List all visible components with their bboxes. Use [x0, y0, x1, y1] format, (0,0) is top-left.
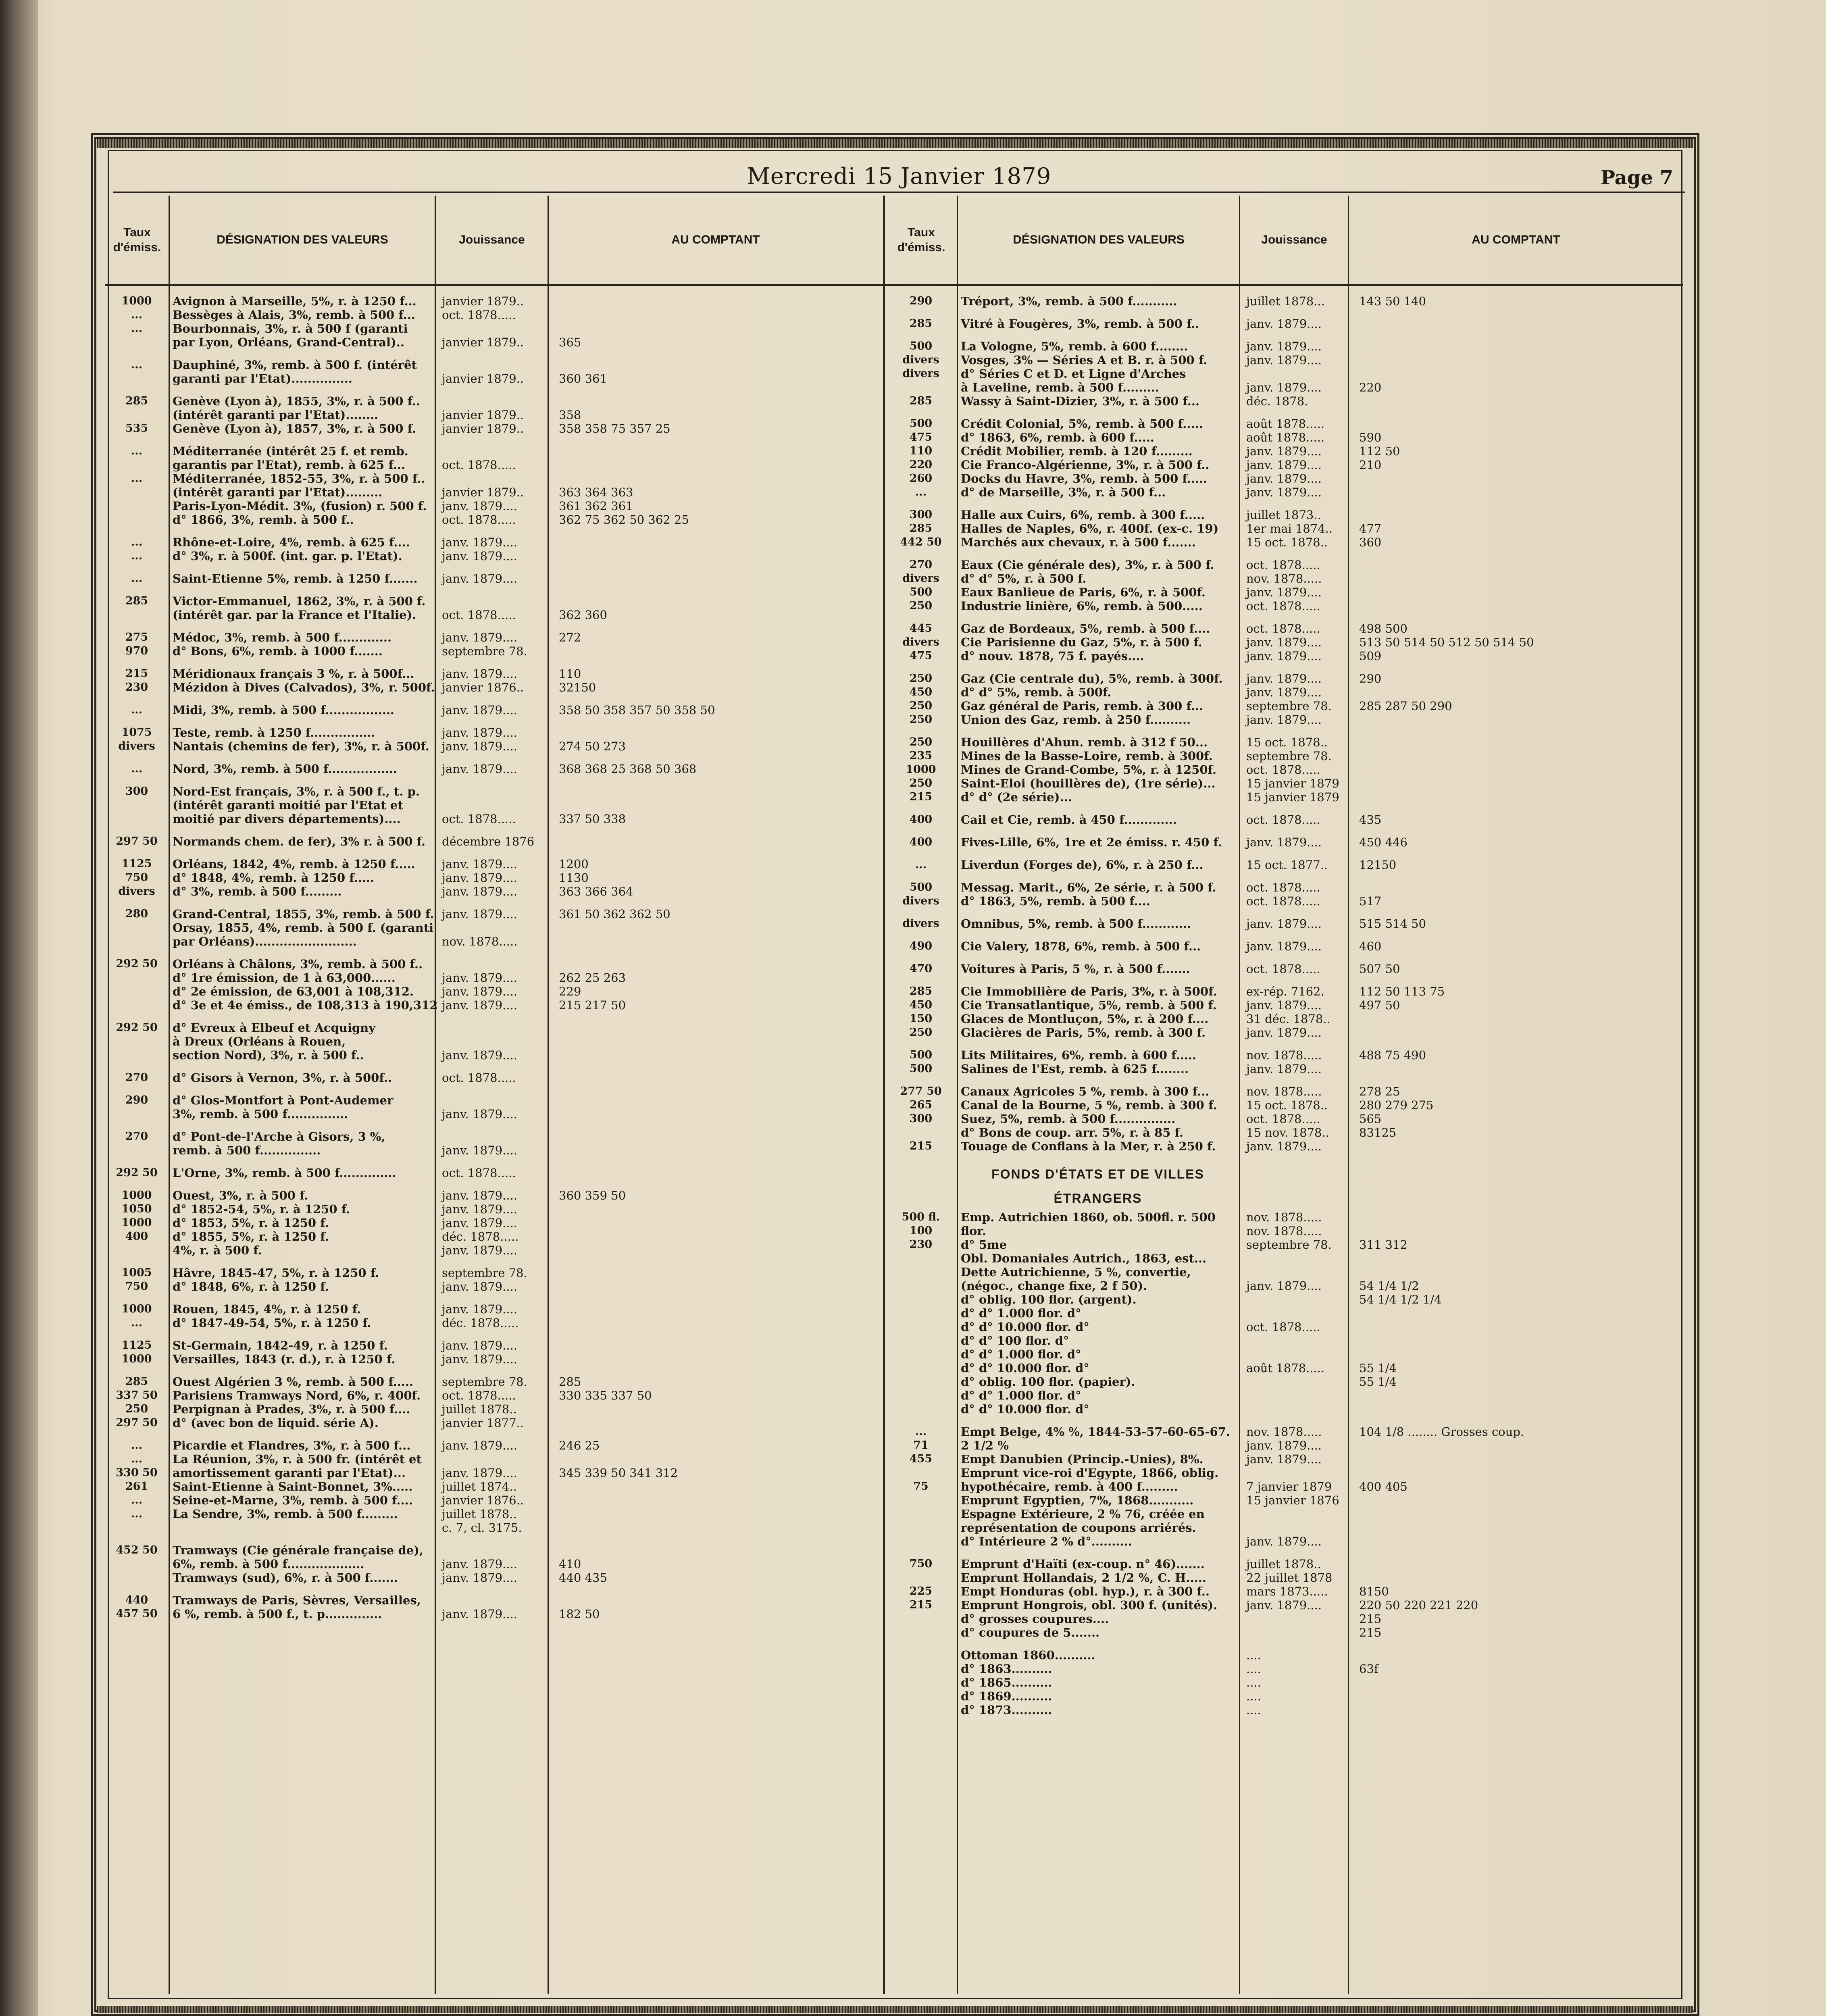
name-cell: Hâvre, 1845-47, 5%, r. à 1250 f. d° 1848, 6%, r. à 1250 f. — [173, 1266, 379, 1293]
security-row — [885, 1557, 1683, 1639]
name-cell: Ouest, 3%, r. à 500 f. d° 1852-54, 5%, r. à 1250 f. d° 1853, 5%, r. à 1250 f. d° 1855, 5%, r. à 1250 f. 4%, r. à 500 f. — [173, 1189, 350, 1257]
date-cell: oct. 1878..... — [442, 608, 516, 622]
price-cell: 143 50 140 — [1359, 294, 1426, 308]
date-cell: janv. 1879.... — [1246, 939, 1322, 953]
security-row — [105, 444, 883, 527]
rate-cell: 270 — [125, 1071, 148, 1084]
security-row — [885, 835, 1683, 849]
date-cell: janv. 1879.... — [1246, 317, 1322, 331]
name-cell: Eaux (Cie générale des), 3%, r. à 500 f. d° d° 5%, r. à 500 f. Eaux Banlieue de Paris, 6%, r. à 500f. Industrie linière, 6%, remb. à 500..... — [961, 558, 1214, 613]
date-cell: oct. 1878..... oct. 1878..... — [1246, 881, 1320, 908]
date-cell: 15 oct. 1878.. septembre 78. oct. 1878..... 15 janvier 1879 15 janvier 1879 — [1246, 735, 1339, 804]
security-row — [105, 1021, 883, 1062]
security-row — [105, 394, 883, 435]
rate-cell: 1125 750 divers — [118, 858, 155, 898]
price-cell: 274 50 273 — [559, 739, 626, 753]
name-cell: Gaz (Cie centrale du), 5%, remb. à 300f. d° d° 5%, remb. à 500f. Gaz général de Paris, remb. à 300 f... Union des Gaz, remb. à 250 f.......... — [961, 672, 1223, 727]
date-cell: janv. 1879.... — [442, 1143, 518, 1157]
rate-cell: 1000 1050 1000 400 — [121, 1189, 152, 1243]
name-cell: Liverdun (Forges de), 6%, r. à 250 f... — [961, 858, 1203, 872]
security-row — [105, 726, 883, 753]
price-cell: 362 360 — [559, 608, 607, 622]
security-row — [105, 1439, 883, 1535]
name-cell: Emprunt d'Haïti (ex-coup. n° 46)....... Emprunt Hollandais, 2 1/2 %, C. H..... Empt Honduras (obl. hyp.), r. à 300 f.. Emprunt Hongrois, obl. 300 f. (unités). d° grosses coupures.... d° coupures de 5....... — [961, 1557, 1218, 1639]
rate-cell: 297 50 — [116, 835, 158, 848]
ornamental-border-bottom — [97, 2006, 1693, 2013]
price-cell: 435 — [1359, 813, 1382, 827]
rate-cell: 470 — [909, 962, 933, 975]
price-cell — [1355, 558, 1683, 613]
price-cell — [555, 535, 883, 563]
rate-cell: ... — [915, 858, 927, 871]
name-cell: Méditerranée (intérêt 25 f. et remb. garantis par l'Etat), remb. à 625 f... Méditerranée, 1852-55, 3%, r. à 500 f.. (intérêt garanti par l'Etat)......... Paris-Lyon-Médit. 3%, (fusion) r. 500 f. d° 1866, 3%, remb. à 500 f.. — [173, 444, 427, 527]
name-cell: Canaux Agricoles 5 %, remb. à 300 f... Canal de la Bourne, 5 %, remb. à 300 f. Suez, 5%, remb. à 500 f............... d° Bons de coup. arr. 5%, r. à 85 f. Touage de Conflans à la Mer, r. à 250 f. — [961, 1085, 1217, 1153]
date-cell: oct. 1878..... — [442, 1071, 516, 1085]
col-date-header: Jouissance — [459, 233, 525, 247]
date-cell: janv. 1879.... nov. 1878..... — [442, 907, 518, 948]
rate-cell: 250 450 250 250 — [909, 672, 933, 726]
date-cell: oct. 1878..... — [442, 812, 516, 826]
price-cell: 515 514 50 — [1359, 917, 1426, 931]
price-cell: 450 446 — [1359, 835, 1407, 849]
rate-cell: 270 divers 500 250 — [902, 558, 939, 612]
date-cell: janv. 1879.... septembre 78. — [442, 631, 527, 658]
rate-cell: 500 divers divers 285 — [902, 340, 939, 407]
name-cell: Grand-Central, 1855, 3%, remb. à 500 f. Orsay, 1855, 4%, remb. à 500 f. (garanti par Orléans)......................... — [173, 907, 434, 948]
price-cell — [555, 1130, 883, 1157]
date-cell: janvier 1879.. janvier 1879.. — [442, 408, 524, 435]
name-cell: Picardie et Flandres, 3%, r. à 500 f... La Réunion, 3%, r. à 500 fr. (intérêt et amortissement garanti par l'Etat)... Saint-Etienne à Saint-Bonnet, 3%..... Seine-et-Marne, 3%, remb. à 500 f.... La Sendre, 3%, remb. à 500 f......... — [173, 1439, 422, 1521]
rate-cell: ... — [131, 762, 143, 775]
price-cell — [555, 1166, 883, 1180]
security-row — [885, 939, 1683, 953]
price-cell — [555, 572, 883, 585]
name-cell: Voitures à Paris, 5 %, r. à 500 f....... — [961, 962, 1190, 976]
price-cell: 360 359 50 — [559, 1189, 626, 1202]
right-table — [883, 196, 1683, 1994]
security-row — [105, 1375, 883, 1430]
price-cell: 104 1/8 ........ Grosses coup. 400 405 — [1359, 1425, 1524, 1493]
price-cell: 246 25 345 339 50 341 312 — [559, 1439, 678, 1480]
security-row — [105, 667, 883, 694]
rate-cell: 1075 divers — [118, 726, 155, 752]
price-cell: 278 25 280 279 275 565 83125 — [1359, 1085, 1434, 1139]
date-cell: janv. 1879.... — [442, 1107, 518, 1121]
rate-cell: 292 50 — [116, 1021, 158, 1034]
security-row — [105, 957, 883, 1012]
rate-cell: 292 50 — [116, 1166, 158, 1179]
date-cell: janv. 1879.... — [442, 703, 518, 717]
price-cell: 361 50 362 362 50 — [559, 907, 670, 921]
security-row — [105, 1302, 883, 1330]
security-row — [105, 572, 883, 585]
security-row — [105, 1093, 883, 1121]
price-cell: 182 50 — [559, 1607, 600, 1621]
price-cell: 110 32150 — [559, 667, 596, 694]
date-cell: juillet 1878... — [1246, 294, 1325, 308]
price-cell: 337 50 338 — [559, 812, 626, 826]
name-cell: Cie Immobilière de Paris, 3%, r. à 500f. Cie Transatlantique, 5%, remb. à 500 f. Glaces de Montluçon, 5%, r. à 200 f.... Glacières de Paris, 5%, remb. à 300 f. — [961, 985, 1217, 1039]
name-cell: L'Orne, 3%, remb. à 500 f.............. — [173, 1166, 396, 1180]
name-cell: Genève (Lyon à), 1855, 3%, r. à 500 f.. (intérêt garanti par l'Etat)........ Genève (Lyon à), 1857, 3%, r. à 500 f. — [173, 394, 421, 435]
name-cell: Victor-Emmanuel, 1862, 3%, r. à 500 f. (intérêt gar. par la France et l'Italie). — [173, 594, 426, 622]
name-cell: Orléans à Châlons, 3%, remb. à 500 f.. d° 1re émission, de 1 à 63,000...... d° 2e émission, de 63,001 à 108,312. d° 3e et 4e émiss., de 108,313 à 190,312 — [173, 957, 438, 1012]
name-cell: Houillères d'Ahun. remb. à 312 f 50... Mines de la Basse-Loire, remb. à 300f. Mines de Grand-Combe, 5%, r. à 1250f. Saint-Eloi (houillères de), (1re série)... d° d° (2e série)... — [961, 735, 1217, 804]
rate-cell: ... — [131, 572, 143, 585]
date-cell: janv. 1879.... — [442, 762, 518, 776]
name-cell: Tréport, 3%, remb. à 500 f........... — [961, 294, 1177, 308]
name-cell: d° Gisors à Vernon, 3%, r. à 500f.. — [173, 1071, 392, 1085]
rate-cell: 270 — [125, 1130, 148, 1143]
name-cell: Ottoman 1860.......... d° 1863.......... d° 1865.......... d° 1869.......... d° 1873.......... — [961, 1648, 1095, 1717]
name-cell: Saint-Etienne 5%, remb. à 1250 f....... — [173, 572, 418, 585]
security-row — [105, 535, 883, 563]
rate-cell: 1125 1000 — [121, 1339, 152, 1365]
page-date: Mercredi 15 Janvier 1879 — [747, 163, 1051, 190]
rate-cell: 275 970 — [125, 631, 148, 657]
name-cell: Midi, 3%, remb. à 500 f................. — [173, 703, 395, 717]
security-row — [105, 1130, 883, 1157]
name-cell: Messag. Marit., 6%, 2e série, r. à 500 f. d° 1863, 5%, remb. à 500 f.... — [961, 881, 1216, 908]
name-cell: Fives-Lille, 6%, 1re et 2e émiss. r. 450 f. — [961, 835, 1222, 849]
date-cell: janv. 1879.... — [442, 1048, 518, 1062]
date-cell: oct. 1878..... — [1246, 813, 1320, 827]
security-row — [885, 508, 1683, 549]
price-cell: 360 361 — [559, 372, 607, 385]
security-row — [885, 672, 1683, 727]
date-cell: janv. 1879.... — [442, 1607, 518, 1621]
security-row — [885, 735, 1683, 804]
name-cell: Teste, remb. à 1250 f................ Nantais (chemins de fer), 3%, r. à 500f. — [173, 726, 429, 753]
security-row — [105, 907, 883, 948]
security-row — [105, 762, 883, 776]
security-row — [885, 985, 1683, 1039]
security-row — [885, 1648, 1683, 1717]
rate-cell: 500 475 110 220 260 ... — [909, 417, 933, 498]
price-cell: 290 285 287 50 290 — [1359, 672, 1452, 713]
price-cell: 488 75 490 — [1359, 1048, 1426, 1062]
security-row — [885, 962, 1683, 976]
date-cell: juillet 1873.. 1er mai 1874.. 15 oct. 1878.. — [1246, 508, 1333, 549]
price-cell: 311 312 54 1/4 1/2 54 1/4 1/2 1/4 55 1/4 55 1/4 — [1359, 1238, 1442, 1389]
rate-cell: 500 500 — [909, 1049, 933, 1075]
price-cell: 12150 — [1359, 858, 1397, 872]
name-cell: Omnibus, 5%, remb. à 500 f............ — [961, 917, 1191, 931]
price-cell: 460 — [1359, 939, 1382, 953]
name-cell: Nord-Est français, 3%, r. à 500 f., t. p. (intérêt garanti moitié par l'Etat et moitié par divers départements).... — [173, 785, 420, 826]
date-cell: janvier 1879.. — [442, 372, 524, 385]
name-cell: Ouest Algérien 3 %, remb. à 500 f..... Parisiens Tramways Nord, 6%, r. 400f. Perpignan à Prades, 3%, r. à 500 f.... d° (avec bon de liquid. série A). — [173, 1375, 421, 1430]
date-cell: janvier 1879.. oct. 1878..... janvier 1879.. — [442, 294, 524, 349]
price-cell: 507 50 — [1359, 962, 1400, 976]
rate-cell: 285 450 150 250 — [909, 985, 933, 1039]
book-binding — [0, 0, 38, 2016]
price-cell — [555, 1071, 883, 1085]
date-cell: 15 oct. 1877.. — [1246, 858, 1328, 872]
rate-cell: 500 divers — [902, 881, 939, 907]
price-cell: 363 364 363 361 362 361 362 75 362 50 362 25 — [559, 485, 689, 527]
rate-cell: 750 225 215 — [909, 1558, 933, 1611]
security-row — [885, 339, 1683, 408]
price-cell: 112 50 113 75 497 50 — [1359, 985, 1445, 1012]
rate-cell: 277 50 265 300 215 — [900, 1085, 942, 1152]
price-cell: 368 368 25 368 50 368 — [559, 762, 697, 776]
security-row — [885, 317, 1683, 331]
price-cell: 262 25 263 229 215 217 50 — [559, 971, 626, 1012]
date-cell: oct. 1878..... nov. 1878..... janv. 1879.... oct. 1878..... — [1246, 558, 1322, 613]
name-cell: Normands chem. de fer), 3% r. à 500 f. — [173, 835, 426, 848]
date-cell: septembre 78. janv. 1879.... — [442, 1266, 527, 1293]
right-rows — [885, 294, 1683, 1726]
rate-cell: 285 — [909, 317, 933, 330]
date-cell: janv. 1879.... janv. 1879.... — [442, 1339, 518, 1366]
price-cell: 477 360 — [1359, 522, 1382, 549]
price-cell: 358 358 358 75 357 25 — [559, 408, 670, 435]
name-cell: Empt Belge, 4% %, 1844-53-57-60-65-67. 2 1/2 % Empt Danubien (Princip.-Unies), 8%. Emprunt vice-roi d'Egypte, 1866, oblig. hypothécaire, remb. à 400 f......... Emprunt Egyptien, 7%, 1868........... Espagne Extérieure, 2 % 76, créée en représentation de coupons arriérés. d° Intérieure 2 % d°.......... — [961, 1425, 1230, 1548]
date-cell: janv. 1879.... janv. 1879.... janv. 1879.... déc. 1878..... janv. 1879.... — [442, 1189, 519, 1257]
rate-cell: 440 457 50 — [116, 1594, 158, 1620]
date-cell: nov. 1878..... nov. 1878..... septembre 78. janv. 1879.... oct. 1878..... août 1878..... — [1246, 1210, 1332, 1375]
section-heading: FONDS D'ÉTATS ET DE VILLES ÉTRANGERS — [991, 1167, 1204, 1206]
price-cell: 220 — [1359, 381, 1382, 394]
rate-cell: 290 — [125, 1094, 148, 1106]
rate-cell: 280 — [125, 908, 148, 920]
rate-cell: 500 fl. 100 230 — [902, 1211, 940, 1251]
security-row — [885, 917, 1683, 931]
rate-cell: 290 — [909, 295, 933, 307]
name-cell: St-Germain, 1842-49, r. à 1250 f. Versailles, 1843 (r. d.), r. à 1250 f. — [173, 1339, 396, 1366]
col-price-header: AU COMPTANT — [1472, 233, 1560, 247]
name-cell: Nord, 3%, remb. à 500 f................. — [173, 762, 398, 776]
date-cell: juillet 1878.. 22 juillet 1878 mars 1873..... janv. 1879.... — [1246, 1557, 1333, 1612]
date-cell: janv. 1879.... janv. 1879.... — [442, 535, 518, 563]
date-cell: septembre 78. oct. 1878..... juillet 1878.. janvier 1877.. — [442, 1375, 527, 1430]
rate-cell — [885, 1648, 957, 1717]
name-cell: d° Evreux à Elbeuf et Acquigny à Dreux (Orléans à Rouen, section Nord), 3%, r. à 500 f.. — [173, 1021, 376, 1062]
name-cell: Tramways de Paris, Sèvres, Versailles, 6 %, remb. à 500 f., t. p.............. — [173, 1593, 421, 1621]
rate-cell: ... ... — [131, 445, 143, 485]
price-cell — [1355, 317, 1683, 331]
date-cell: oct. 1878..... janvier 1879.. janv. 1879.... oct. 1878..... — [442, 458, 524, 527]
security-row — [105, 1071, 883, 1085]
left-table — [105, 196, 883, 1994]
rate-cell: 400 — [909, 813, 933, 826]
security-row — [885, 858, 1683, 872]
security-row — [105, 1543, 883, 1585]
security-row — [105, 857, 883, 898]
rate-cell: 1005 750 — [121, 1266, 152, 1293]
name-cell: Cail et Cie, remb. à 450 f............. — [961, 813, 1177, 827]
security-row — [105, 294, 883, 349]
date-cell: nov. 1878..... janv. 1879.... janv. 1879.... 7 janvier 1879 15 janvier 1876 janv. 1879.... — [1246, 1425, 1339, 1548]
price-cell: 63f — [1359, 1662, 1378, 1676]
date-cell: août 1878..... août 1878..... janv. 1879.... janv. 1879.... janv. 1879.... janv. 1879.... — [1246, 417, 1325, 499]
date-cell: oct. 1878..... — [1246, 962, 1320, 976]
name-cell: Médoc, 3%, remb. à 500 f............. d° Bons, 6%, remb. à 1000 f....... — [173, 631, 392, 658]
rate-cell: 285 535 — [125, 395, 148, 435]
rate-cell: 452 50 — [116, 1544, 158, 1556]
security-row — [105, 1189, 883, 1257]
rate-cell: 490 — [909, 940, 933, 952]
name-cell: Rhône-et-Loire, 4%, remb. à 625 f.... d° 3%, r. à 500f. (int. gar. p. l'Etat). — [173, 535, 410, 563]
left-table-header — [105, 196, 883, 286]
date-cell: janv. 1879.... janv. 1879.... — [442, 1557, 518, 1585]
date-cell: janv. 1879.... janv. 1879.... juillet 1874.. janvier 1876.. juillet 1878.. c. 7, cl. 3175. — [442, 1439, 524, 1535]
rate-cell: 1000 ... — [121, 1303, 152, 1329]
name-cell: Cie Valery, 1878, 6%, remb. à 500 f... — [961, 939, 1201, 953]
date-cell: oct. 1878..... — [442, 1166, 516, 1180]
security-row — [105, 1593, 883, 1621]
price-cell — [555, 1266, 883, 1293]
name-cell: Tramways (Cie générale française de), 6%, remb. à 500 f................... Tramways (sud), 6%, r. à 500 f....... — [173, 1543, 424, 1585]
rate-cell: divers — [902, 917, 939, 930]
page-number: Page 7 — [1600, 167, 1673, 189]
date-cell: janv. 1879.... — [1246, 835, 1322, 849]
name-cell: d° Pont-de-l'Arche à Gisors, 3 %, remb. à 500 f............... — [173, 1130, 385, 1157]
name-cell: Lits Militaires, 6%, remb. à 600 f..... Salines de l'Est, remb. à 625 f........ — [961, 1048, 1197, 1076]
price-cell — [555, 1302, 883, 1330]
security-row — [885, 1210, 1683, 1416]
rate-cell: 292 50 — [116, 958, 158, 970]
name-cell: Halle aux Cuirs, 6%, remb. à 300 f..... Halles de Naples, 6%, r. 400f. (ex-c. 19) Marchés aux chevaux, r. à 500 f....... — [961, 508, 1219, 549]
left-rows — [105, 294, 883, 1630]
security-row — [885, 813, 1683, 827]
price-cell — [555, 1339, 883, 1366]
security-row — [105, 835, 883, 848]
rate-cell: ... — [131, 704, 143, 716]
masthead — [113, 159, 1685, 193]
rate-cell: 300 285 442 50 — [900, 508, 942, 548]
security-row — [885, 417, 1683, 499]
rate-cell: ... 71 455 75 — [909, 1425, 933, 1493]
price-cell: 1200 1130 363 366 364 — [559, 857, 633, 898]
price-cell: 358 50 358 357 50 358 50 — [559, 703, 715, 717]
security-row — [105, 358, 883, 385]
name-cell: Gaz de Bordeaux, 5%, remb. à 500 f.... Cie Parisienne du Gaz, 5%, r. à 500 f. d° nouv. 1878, 75 f. payés.... — [961, 622, 1210, 663]
date-cell: janv. 1879.... — [1246, 917, 1322, 931]
price-cell — [555, 1093, 883, 1121]
name-cell: Emp. Autrichien 1860, ob. 500fl. r. 500 flor. d° 5me Obl. Domaniales Autrich., 1863, est... Dette Autrichienne, 5 %, convertie, (négoc., change fixe, 2 f 50). d° oblig. 100 flor. (argent). d° d° 1.000 flor. d° d° d° 10.000 flor. d° d° d° 100 flor. d° d° d° 1.000 flor. d° d° d° 10.000 flor. d° d° oblig. 100 flor. (papier). d° d° 1.000 flor. d° d° d° 10.000 flor. d° — [961, 1210, 1216, 1416]
price-cell: 272 — [559, 631, 581, 644]
security-row — [105, 594, 883, 622]
right-table-header — [885, 196, 1683, 286]
date-cell: .... .... .... .... .... — [1246, 1648, 1261, 1717]
security-row — [885, 622, 1683, 663]
security-row — [105, 785, 883, 826]
security-row — [105, 703, 883, 717]
date-cell: janv. 1879.... janv. 1879.... — [442, 726, 518, 753]
name-cell: Méridionaux français 3 %, r. à 500f... Mézidon à Dives (Calvados), 3%, r. 500f. — [173, 667, 435, 694]
col-rate-header: Taux d'émiss. — [897, 225, 945, 254]
price-cell — [555, 1021, 883, 1062]
date-cell: janv. 1879.... janv. 1879.... janv. 1879.... — [442, 971, 518, 1012]
col-date-header: Jouissance — [1261, 233, 1327, 247]
rate-cell: 400 — [909, 836, 933, 848]
security-row — [885, 294, 1683, 308]
rate-cell: 285 337 50 250 297 50 — [116, 1375, 158, 1429]
price-cell: 410 440 435 — [559, 1557, 607, 1585]
security-row — [105, 631, 883, 658]
date-cell: nov. 1878..... janv. 1879.... — [1246, 1048, 1322, 1076]
date-cell: janv. 1879.... janv. 1879.... janv. 1879.... — [442, 857, 518, 898]
name-cell: Orléans, 1842, 4%, remb. à 1250 f..... d° 1848, 4%, remb. à 1250 f..... d° 3%, remb. à 500 f......... — [173, 857, 415, 898]
name-cell: Vitré à Fougères, 3%, remb. à 500 f.. — [961, 317, 1199, 331]
price-cell — [1355, 735, 1683, 804]
price-cell — [555, 835, 883, 848]
date-cell: nov. 1878..... 15 oct. 1878.. oct. 1878..... 15 nov. 1878.. janv. 1879.... — [1246, 1085, 1329, 1153]
rate-cell: 1000 ... ... — [121, 295, 152, 335]
name-cell: Crédit Colonial, 5%, remb. à 500 f..... d° 1863, 6%, remb. à 600 f..... Crédit Mobilier, remb. à 120 f......... Cie Franco-Algérienne, 3%, r. à 500 f.. Docks du Havre, 3%, remb. à 500 f..... d° de Marseille, 3%, r. à 500 f... — [961, 417, 1210, 499]
security-row — [885, 1048, 1683, 1076]
rate-cell: 215 230 — [125, 667, 148, 694]
price-cell: 8150 220 50 220 221 220 215 215 — [1359, 1585, 1478, 1639]
col-name-header: DÉSIGNATION DES VALEURS — [1013, 233, 1185, 247]
date-cell: ex-rép. 7162. janv. 1879.... 31 déc. 1878.. janv. 1879.... — [1246, 985, 1330, 1039]
rate-cell: ... — [131, 358, 143, 371]
security-row — [885, 558, 1683, 613]
date-cell: janv. 1879.... janv. 1879.... septembre 78. janv. 1879.... — [1246, 672, 1332, 727]
name-cell: Dauphiné, 3%, remb. à 500 f. (intérêt garanti par l'Etat)............... — [173, 358, 417, 385]
rate-cell: 300 — [125, 785, 148, 798]
date-cell: janv. 1879.... déc. 1878..... — [442, 1302, 519, 1330]
price-cell: 498 500 513 50 514 50 512 50 514 50 509 — [1359, 622, 1534, 663]
name-cell: d° Glos-Montfort à Pont-Audemer 3%, remb. à 500 f............... — [173, 1093, 394, 1121]
price-cell: 285 330 335 337 50 — [559, 1375, 652, 1402]
rate-cell: ... ... 330 50 261 ... ... — [116, 1439, 158, 1520]
name-cell: Avignon à Marseille, 5%, r. à 1250 f... Bessèges à Alais, 3%, remb. à 500 f... Bourbonnais, 3%, r. à 500 f (garanti par Lyon, Orléans, Grand-Central).. — [173, 294, 416, 349]
security-row — [105, 1166, 883, 1180]
date-cell: janv. 1879.... janvier 1876.. — [442, 667, 524, 694]
rate-cell: 250 235 1000 250 215 — [906, 736, 936, 803]
price-cell: 365 — [559, 335, 581, 349]
date-cell: janv. 1879.... janv. 1879.... janv. 1879.... déc. 1878. — [1246, 339, 1322, 408]
date-cell: décembre 1876 — [442, 835, 535, 848]
rate-cell: 285 — [125, 595, 148, 607]
name-cell: Rouen, 1845, 4%, r. à 1250 f. d° 1847-49-54, 5%, r. à 1250 f. — [173, 1302, 371, 1330]
price-cell: 517 — [1359, 894, 1382, 908]
col-price-header: AU COMPTANT — [671, 233, 760, 247]
date-cell: janv. 1879.... — [442, 572, 518, 585]
security-row — [885, 881, 1683, 908]
security-row — [885, 1425, 1683, 1548]
security-row — [105, 1339, 883, 1366]
security-row — [885, 1085, 1683, 1153]
name-cell: La Vologne, 5%, remb. à 600 f........ Vosges, 3% — Séries A et B. r. à 500 f. d° Séries C et D. et Ligne d'Arches à Laveline, remb. à 500 f......... Wassy à Saint-Dizier, 3%, r. à 500 f... — [961, 339, 1208, 408]
date-cell: oct. 1878..... janv. 1879.... janv. 1879.... — [1246, 622, 1322, 663]
rate-cell: 445 divers 475 — [902, 622, 939, 662]
col-name-header: DÉSIGNATION DES VALEURS — [217, 233, 388, 247]
col-rate-header: Taux d'émiss. — [113, 225, 161, 254]
security-row — [105, 1266, 883, 1293]
rate-cell: ... ... — [131, 536, 143, 562]
price-cell: 590 112 50 210 — [1359, 431, 1400, 472]
